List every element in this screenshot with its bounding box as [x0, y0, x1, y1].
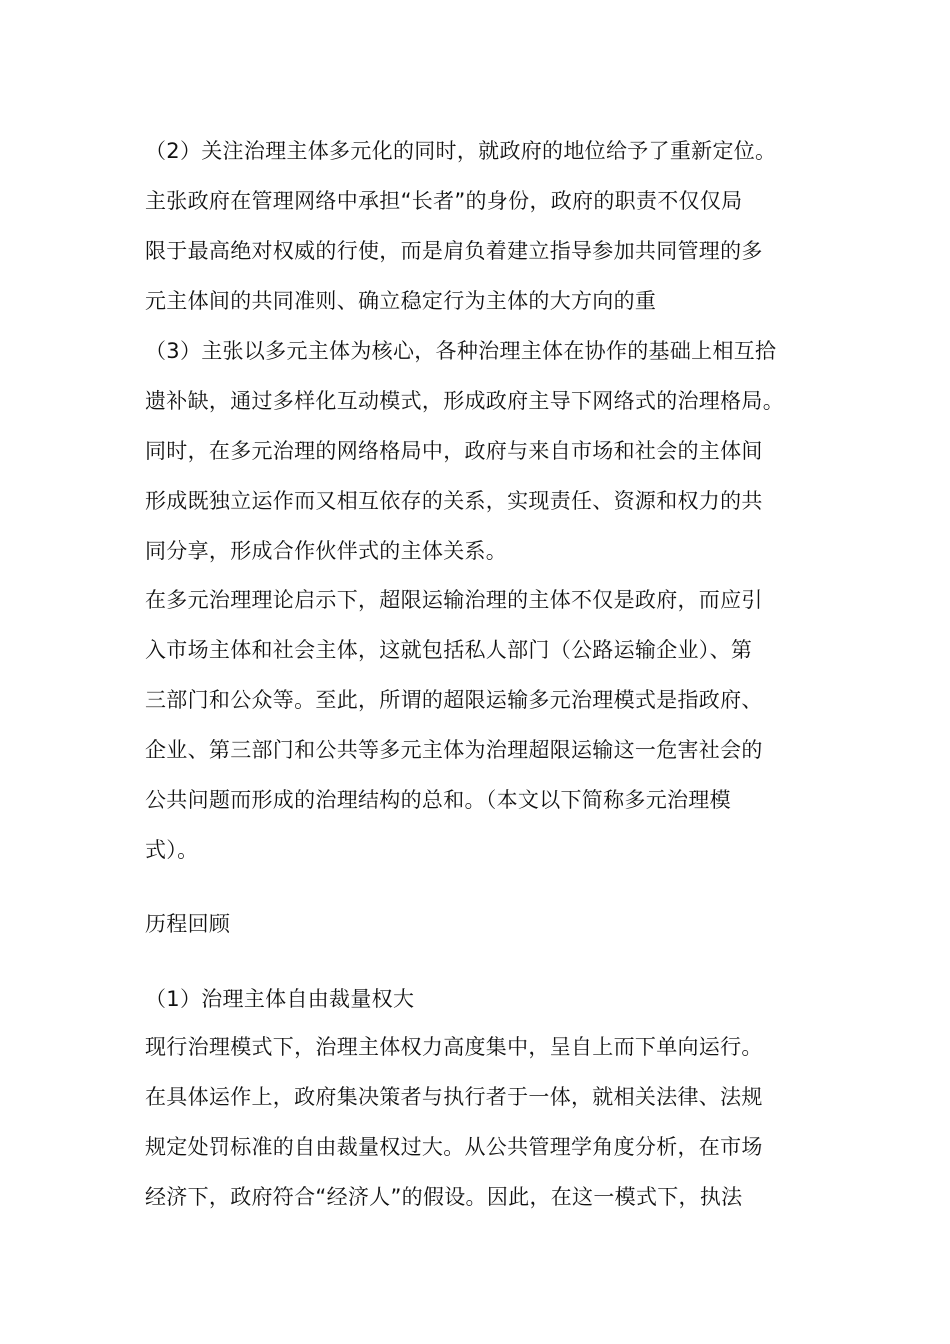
paragraph-3-line-1: （3）主张以多元主体为核心，各种治理主体在协作的基础上相互拾 — [145, 339, 777, 363]
paragraph-3-line-3: 同时，在多元治理的网络格局中，政府与来自市场和社会的主体间 — [145, 439, 763, 463]
paragraph-3-line-4: 形成既独立运作而又相互依存的关系，实现责任、资源和权力的共 — [145, 489, 763, 513]
paragraph-5-line-3: 规定处罚标准的自由裁量权过大。从公共管理学角度分析，在市场 — [145, 1135, 763, 1159]
paragraph-4-line-3: 三部门和公众等。至此，所谓的超限运输多元治理模式是指政府、 — [145, 688, 763, 712]
paragraph-4-line-5: 公共问题而形成的治理结构的总和。（本文以下简称多元治理模 — [145, 788, 731, 812]
paragraph-5-line-4: 经济下，政府符合“经济人”的假设。因此，在这一模式下，执法 — [145, 1185, 743, 1209]
paragraph-4-line-6: 式）。 — [145, 838, 199, 862]
paragraph-5-line-1: 现行治理模式下，治理主体权力高度集中，呈自上而下单向运行。 — [145, 1035, 763, 1059]
subsection-heading: （1）治理主体自由裁量权大 — [145, 987, 415, 1011]
paragraph-3-line-5: 同分享，形成合作伙伴式的主体关系。 — [145, 539, 508, 563]
paragraph-2-line-1: （2）关注治理主体多元化的同时，就政府的地位给予了重新定位。 — [145, 139, 777, 163]
paragraph-2-line-2: 主张政府在管理网络中承担“长者”的身份，政府的职责不仅仅局 — [145, 189, 743, 213]
paragraph-3-line-2: 遗补缺，通过多样化互动模式，形成政府主导下网络式的治理格局。 — [145, 389, 784, 413]
section-heading: 历程回顾 — [145, 912, 231, 936]
paragraph-4-line-2: 入市场主体和社会主体，这就包括私人部门（公路运输企业）、第 — [145, 638, 753, 662]
paragraph-2-line-4: 元主体间的共同准则、确立稳定行为主体的大方向的重 — [145, 289, 657, 313]
paragraph-2-line-3: 限于最高绝对权威的行使，而是肩负着建立指导参加共同管理的多 — [145, 239, 763, 263]
paragraph-4-line-4: 企业、第三部门和公共等多元主体为治理超限运输这一危害社会的 — [145, 738, 763, 762]
paragraph-5-line-2: 在具体运作上，政府集决策者与执行者于一体，就相关法律、法规 — [145, 1085, 763, 1109]
paragraph-4-line-1: 在多元治理理论启示下，超限运输治理的主体不仅是政府，而应引 — [145, 588, 763, 612]
